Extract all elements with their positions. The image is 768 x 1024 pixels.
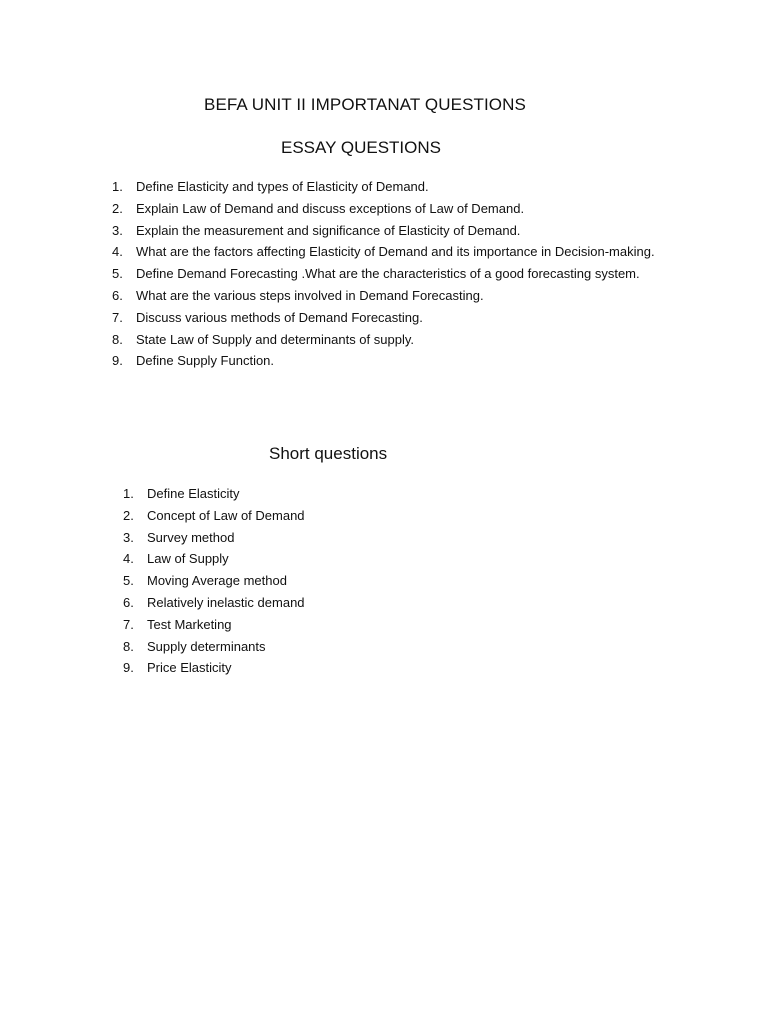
item-text: Explain Law of Demand and discuss exceptions of Law of Demand. [136, 200, 525, 216]
item-number: 3. [123, 529, 134, 545]
item-text: Discuss various methods of Demand Forecasting. [136, 309, 423, 325]
essay-questions-list [112, 176, 692, 372]
item-number: 6. [112, 287, 123, 303]
item-number: 8. [123, 638, 134, 654]
item-number: 2. [123, 507, 134, 523]
item-number: 4. [123, 551, 134, 567]
item-text: Supply determinants [147, 638, 266, 654]
essay-questions-heading: ESSAY QUESTIONS [281, 138, 441, 157]
item-number: 9. [123, 660, 134, 676]
item-number: 7. [112, 309, 123, 325]
short-question-item [123, 592, 523, 614]
item-number: 5. [123, 573, 134, 589]
short-question-item [123, 527, 523, 549]
short-question-item [123, 636, 523, 658]
essay-question-item [112, 220, 692, 242]
item-text: Define Supply Function. [136, 353, 275, 369]
item-text: Define Elasticity and types of Elasticity of Demand. [136, 179, 429, 194]
item-number: 5. [112, 266, 123, 282]
item-text: Concept of Law of Demand [147, 507, 305, 523]
item-text: Test Marketing [147, 616, 232, 632]
short-question-item [123, 505, 523, 527]
item-text: What are the factors affecting Elasticity of Demand and its importance in Decision-making. [136, 244, 655, 260]
short-question-item [123, 570, 523, 592]
short-question-item [123, 614, 523, 636]
item-text: Define Elasticity [147, 486, 240, 501]
item-number: 2. [112, 200, 123, 216]
item-text: Law of Supply [147, 551, 229, 567]
item-number: 8. [112, 331, 123, 347]
item-number: 7. [123, 616, 134, 632]
item-text: Price Elasticity [147, 660, 232, 676]
item-number: 1. [123, 486, 134, 501]
item-text: What are the various steps involved in Demand Forecasting. [136, 287, 484, 303]
essay-question-item [112, 329, 692, 351]
short-question-item [123, 483, 523, 505]
item-text: Relatively inelastic demand [147, 594, 305, 610]
document-title: BEFA UNIT II IMPORTANAT QUESTIONS [204, 95, 526, 114]
essay-question-item [112, 176, 692, 198]
item-text: Survey method [147, 529, 235, 545]
essay-question-item [112, 198, 692, 220]
short-question-item [123, 657, 523, 679]
item-number: 4. [112, 244, 123, 260]
item-text: Explain the measurement and significance of Elasticity of Demand. [136, 222, 521, 238]
short-questions-list [123, 483, 523, 679]
item-number: 9. [112, 353, 123, 369]
short-questions-heading: Short questions [269, 444, 388, 463]
essay-question-item [112, 350, 692, 372]
short-question-item [123, 548, 523, 570]
item-text: Define Demand Forecasting .What are the characteristics of a good forecasting system. [136, 266, 640, 282]
essay-question-item [112, 307, 692, 329]
item-text: State Law of Supply and determinants of supply. [136, 331, 414, 347]
item-number: 1. [112, 179, 123, 194]
item-number: 3. [112, 222, 123, 238]
essay-question-item [112, 285, 692, 307]
essay-question-item [112, 241, 692, 263]
item-number: 6. [123, 594, 134, 610]
item-text: Moving Average method [147, 573, 287, 589]
essay-question-item [112, 263, 692, 285]
